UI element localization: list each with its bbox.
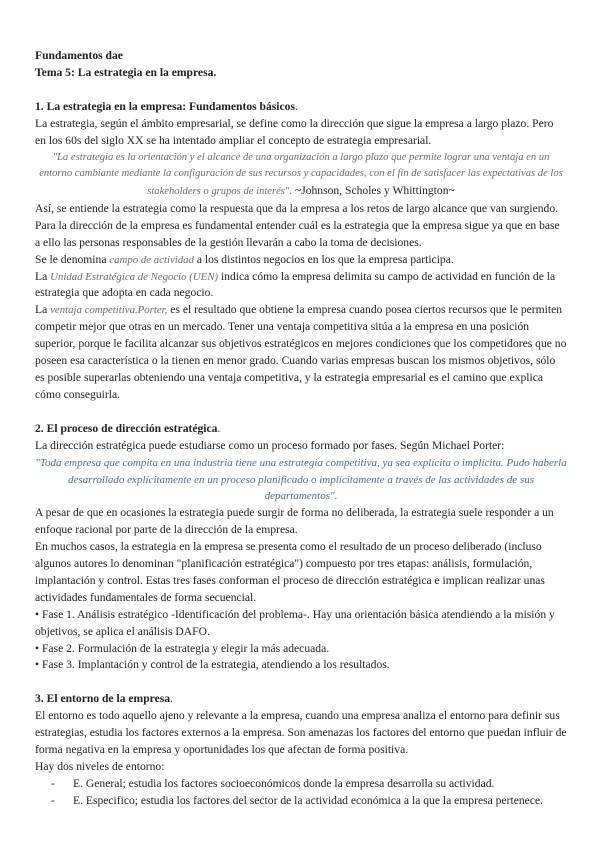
p3-pre: Se le denomina	[35, 252, 110, 266]
section-3-heading-dot: .	[170, 692, 173, 706]
section-3	[35, 691, 567, 809]
section-3-heading	[35, 691, 567, 708]
p3-post: a los distintos negocios en los que la empresa participa.	[193, 252, 454, 266]
p5-pre: La	[35, 303, 51, 317]
section-2-quote: "Toda empresa que compita en una industria tiene una estrategia competitiva, ya sea explícita o implícita. Pudo haberla desarrollado explícitamente en un proceso planificado o implícitamente a través de las actividades de sus departamentos".	[35, 456, 567, 503]
document-title: Fundamentos dae	[35, 49, 123, 62]
section-1-paragraph-5	[35, 302, 567, 403]
section-3-heading-text: 3. El entorno de la empresa	[35, 692, 171, 706]
p4-post: indica cómo la empresa delimita su campo de actividad en función de la estrategia que adopta en cada negocio.	[35, 269, 556, 300]
spacer	[35, 82, 567, 99]
spacer	[35, 404, 567, 421]
section-2-paragraph-2: A pesar de que en ocasiones la estrategia puede surgir de forma no deliberada, la estrategia suele responder a un enfoque racional por parte de la dirección de la empresa.	[35, 506, 554, 537]
spacer	[35, 674, 567, 691]
section-3-paragraph-2: Hay dos niveles de entorno:	[35, 760, 165, 774]
p4-pre: La	[35, 269, 51, 283]
section-2	[35, 421, 567, 675]
document-page	[35, 48, 567, 810]
section-1-heading-text: 1. La estrategia en la empresa: Fundamentos básicos	[35, 99, 295, 113]
list-item-text: E. Especifico; estudia los factores del sector de la actividad económica a la que la empresa pertenece.	[73, 793, 543, 807]
section-1-paragraph-2: Así, se entiende la estrategia como la respuesta que da la empresa a los retos de largo alcance que van surgiendo. Para la dirección de la empresa es fundamental entender cuál es la estrategia que la empresa sigue ya que en base a ello las personas responsables de la gestión llevarán a cabo la toma de decisiones.	[35, 201, 560, 249]
section-1-paragraph-3	[35, 252, 567, 269]
section-1-heading-dot: .	[295, 99, 298, 113]
section-1-heading	[35, 99, 567, 116]
term-campo-de-actividad: campo de actividad	[109, 253, 194, 266]
list-item-text: E. General; estudia los factores socioeconómicos donde la empresa desarrolla su actividad.	[73, 776, 495, 790]
dash-bullet: -	[51, 776, 55, 790]
section-3-paragraph-1: El entorno es todo aquello ajeno y relevante a la empresa, cuando una empresa analiza el entorno para definir sus estrategias, estudia los factores externos a la empresa. Son amenazas los factores del entorno que puedan influir de forma negativa en la empresa y oportunidades los que afectan de forma positiva.	[35, 709, 567, 757]
phase-item: • Fase 2. Formulación de la estrategia y elegir la más adecuada.	[35, 641, 330, 655]
dash-bullet: -	[51, 793, 55, 807]
section-1	[35, 99, 567, 404]
list-item	[35, 776, 567, 793]
section-1-quote	[35, 150, 567, 201]
section-1-quote-text: "La estrategia es la orientación y el alcance de una organización a largo plazo que permite lograr una ventaja en un entorno cambiante mediante la configuración de sus recursos y capacidades, con el fin de satisfacer las expectativas de los stakeholders o grupos de interés".	[39, 151, 563, 198]
section-1-paragraph-1: La estrategia, según el ámbito empresarial, se define como la dirección que sigue la empresa a largo plazo. Pero en los 60s del siglo XX se ha intentado ampliar el concepto de estrategia empresarial.	[35, 116, 554, 147]
term-ventaja-competitiva: ventaja competitiva.Porter,	[50, 304, 168, 317]
phase-item: • Fase 1. Análisis estratégico -Identificación del problema-. Hay una orientación básica atendiendo a la misión y objetivos, se aplica el análisis DAFO.	[35, 607, 555, 638]
term-uen: Unidad Estratégica de Negocio (UEN)	[50, 270, 219, 283]
section-2-heading	[35, 421, 567, 438]
section-1-paragraph-4	[35, 269, 567, 303]
section-2-heading-dot: .	[217, 421, 221, 435]
list-item	[35, 793, 567, 810]
document-subtitle: Tema 5: La estrategia en la empresa.	[35, 65, 217, 79]
p5-post: es el resultado que obtiene la empresa cuando posea ciertos recursos que le permiten competir mejor que otras en un mercado. Tener una ventaja competitiva sitúa a la empresa en una posición superior, porque le facilita alcanzar sus objetivos estratégicos en mejores condiciones que los competidores que no poseen esa característica o la tienen en menor grado. Cuando varias empresas buscan los mismos objetivos, sólo es posible superarlas obteniendo una ventaja competitiva, y la estrategia empresarial es el camino que explica cómo conseguirla.	[35, 303, 567, 401]
section-2-heading-text: 2. El proceso de dirección estratégica	[35, 421, 218, 435]
phase-item: • Fase 3. Implantación y control de la estrategia, atendiendo a los resultados.	[35, 658, 390, 672]
section-1-quote-attribution: ~Johnson, Scholes y Whittington~	[292, 184, 455, 198]
section-2-paragraph-3: En muchos casos, la estrategia en la empresa se presenta como el resultado de un proceso deliberado (incluso algunos autores lo denominan "planificación estratégica") compuesto por tres etapas: análisis, formulación, implantación y control. Estas tres fases conforman el proceso de dirección estratégica e implican realizar unas actividades fundamentales de forma secuencial.	[35, 540, 545, 604]
environment-levels-list	[35, 776, 567, 810]
section-2-paragraph-1: La dirección estratégica puede estudiarse como un proceso formado por fases. Según Michael Porter:	[35, 438, 505, 452]
